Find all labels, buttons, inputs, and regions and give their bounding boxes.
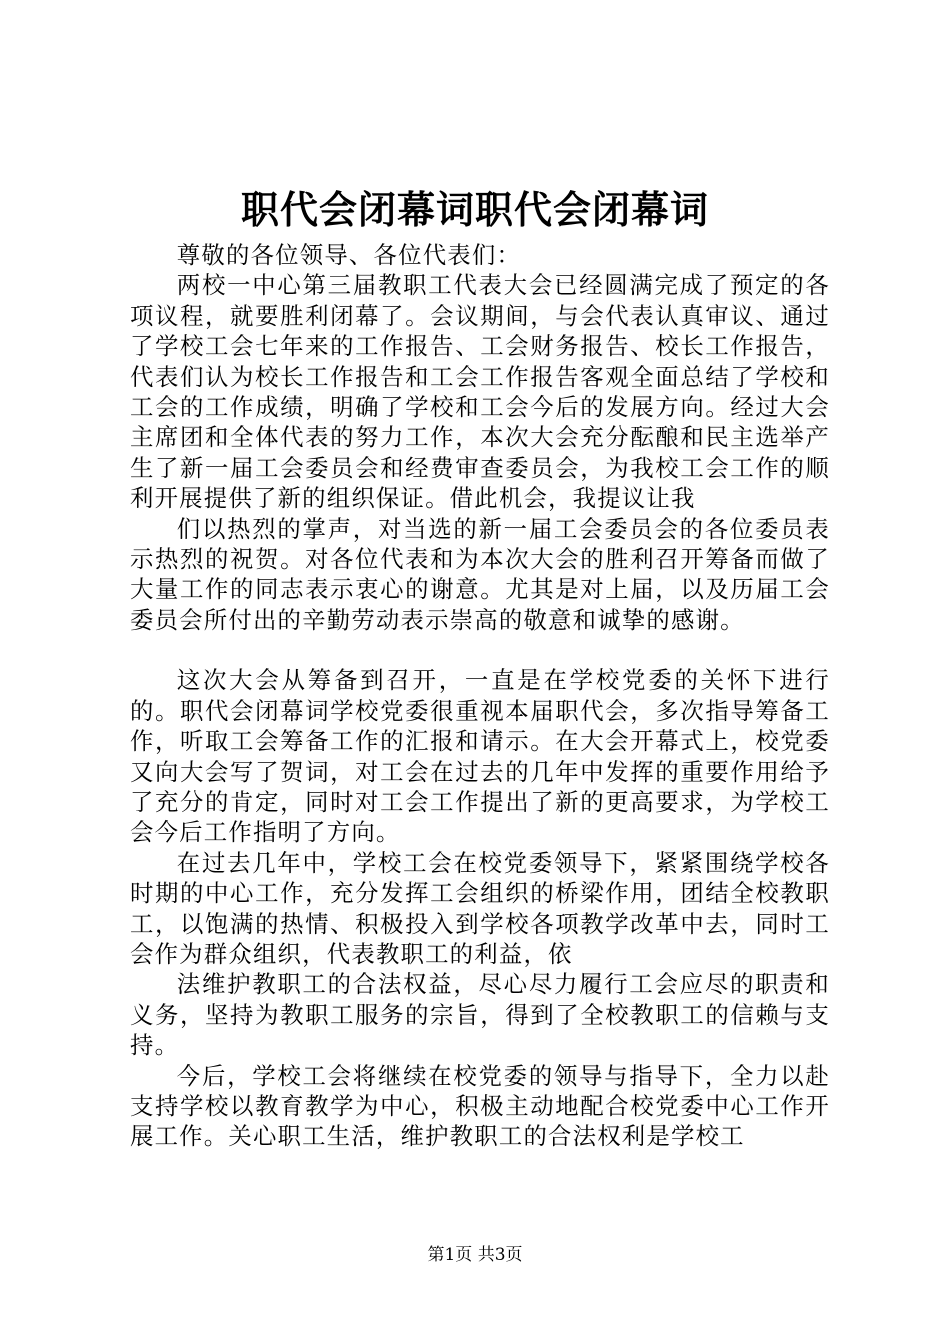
paragraph-spacer <box>130 635 830 665</box>
paragraph-4: 在过去几年中，学校工会在校党委领导下，紧紧围绕学校各时期的中心工作，充分发挥工会组织的桥梁作用，团结全校教职工，以饱满的热情、积极投入到学校各项教学改革中去，同时工会作为群众组织，代表教职工的利益，依 <box>130 848 830 968</box>
salutation: 尊敬的各位领导、各位代表们： <box>176 241 522 269</box>
paragraph-6: 今后，学校工会将继续在校党委的领导与指导下，全力以赴支持学校以教育教学为中心，积极主动地配合校党委中心工作开展工作。关心职工生活，维护教职工的合法权利是学校工 <box>130 1061 830 1151</box>
paragraph-3: 这次大会从筹备到召开，一直是在学校党委的关怀下进行的。职代会闭幕词学校党委很重视本届职代会，多次指导筹备工作，听取工会筹备工作的汇报和请示。在大会开幕式上，校党委又向大会写了贺词，对工会在过去的几年中发挥的重要作用给予了充分的肯定，同时对工会工作提出了新的更高要求，为学校工会今后工作指明了方向。 <box>130 666 830 847</box>
paragraph-5: 法维护教职工的合法权益，尽心尽力履行工会应尽的职责和义务，坚持为教职工服务的宗旨，得到了全校教职工的信赖与支持。 <box>130 970 830 1060</box>
page-number: 第1页 共3页 <box>427 1245 523 1265</box>
paragraph-2: 们以热烈的掌声，对当选的新一届工会委员会的各位委员表示热烈的祝贺。对各位代表和为本次大会的胜利召开筹备而做了大量工作的同志表示衷心的谢意。尤其是对上届，以及历届工会委员会所付出的辛勤劳动表示崇高的敬意和诚挚的感谢。 <box>130 514 830 634</box>
paragraph-1: 两校一中心第三届教职工代表大会已经圆满完成了预定的各项议程，就要胜利闭幕了。会议期间，与会代表认真审议、通过了学校工会七年来的工作报告、工会财务报告、校长工作报告，代表们认为校长工作报告和工会工作报告客观全面总结了学校和工会的工作成绩，明确了学校和工会今后的发展方向。经过大会主席团和全体代表的努力工作，本次大会充分酝酿和民主选举产生了新一届工会委员会和经费审查委员会，为我校工会工作的顺利开展提供了新的组织保证。借此机会，我提议让我 <box>130 271 830 513</box>
document-title: 职代会闭幕词职代会闭幕词 <box>240 188 709 232</box>
document-body <box>130 240 830 1152</box>
